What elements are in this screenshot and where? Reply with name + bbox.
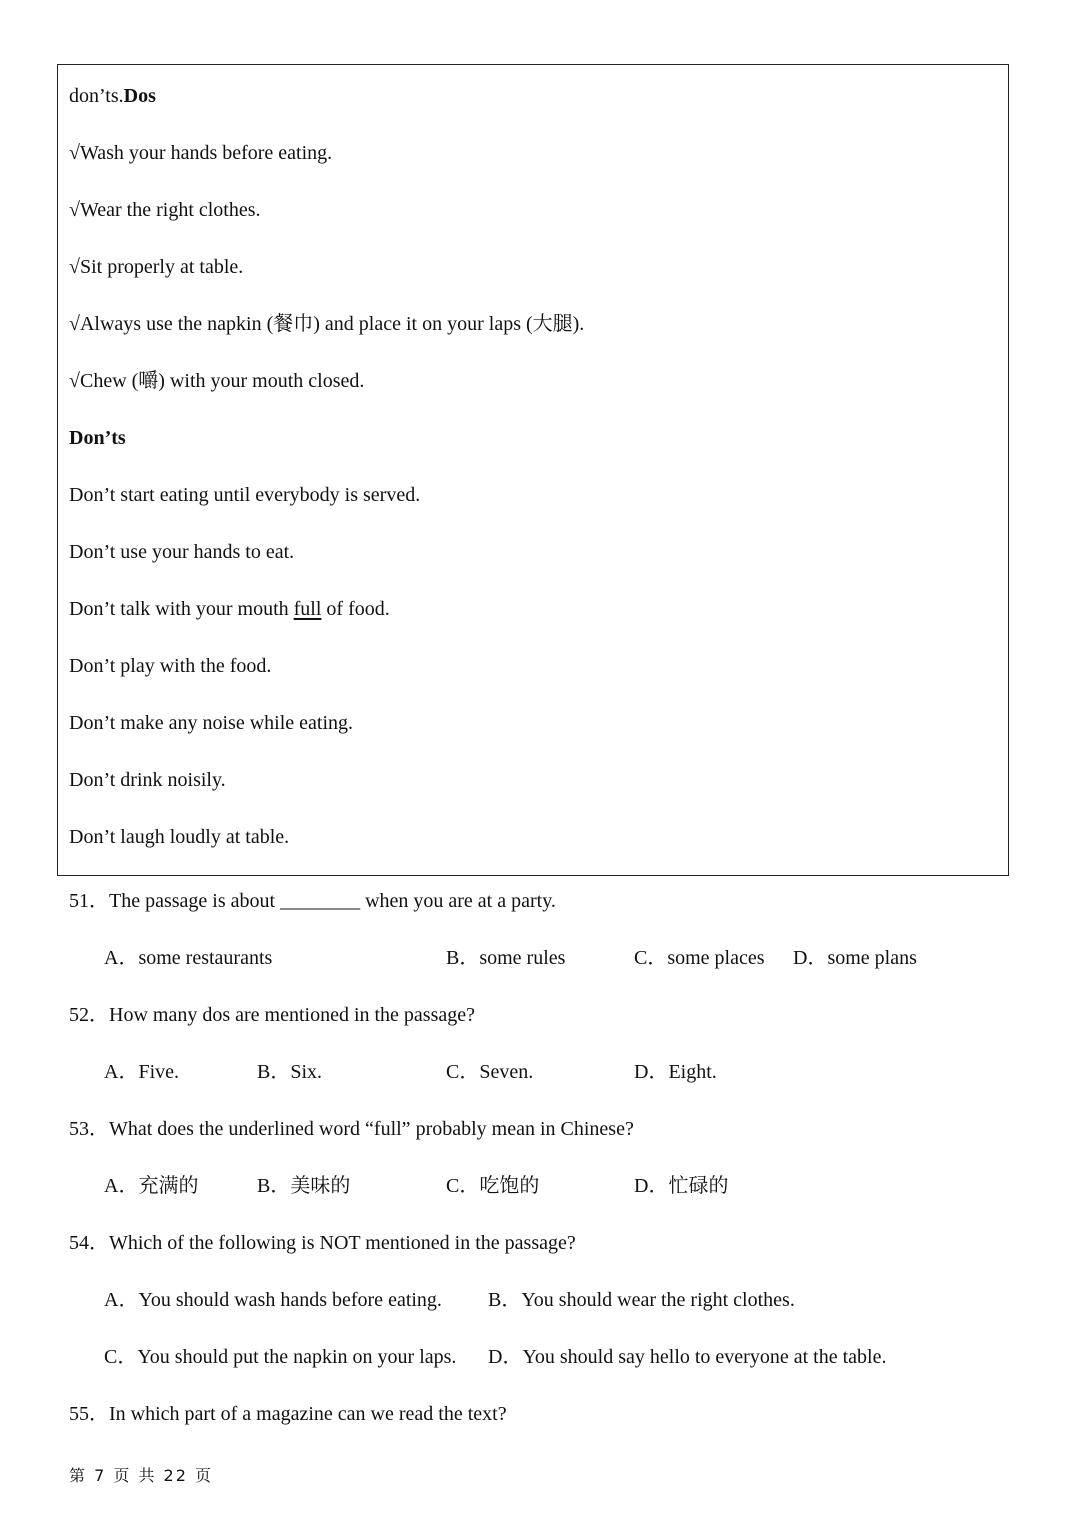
underlined-word: full xyxy=(293,598,322,620)
donts-item: Don’t play with the food. xyxy=(69,655,272,677)
q54-option-c: C．You should put the napkin on your laps. xyxy=(104,1346,457,1368)
question-55: 55．In which part of a magazine can we read the text? xyxy=(69,1403,507,1425)
question-52: 52．How many dos are mentioned in the passage? xyxy=(69,1004,476,1026)
q54-option-b: B．You should wear the right clothes. xyxy=(488,1289,795,1311)
dos-heading-line xyxy=(69,84,156,108)
question-54: 54．Which of the following is NOT mentioned in the passage? xyxy=(69,1232,576,1254)
donts-item-tail: of food. xyxy=(321,598,390,620)
question-51: 51．The passage is about ________ when you are at a party. xyxy=(69,890,556,912)
donts-item: Don’t laugh loudly at table. xyxy=(69,826,290,848)
passage-box xyxy=(57,64,1009,876)
dos-lead: don’ts. xyxy=(69,85,124,107)
q52-option-b: B．Six. xyxy=(257,1061,323,1083)
dos-item: √Sit properly at table. xyxy=(69,256,244,278)
q52-option-d: D．Eight. xyxy=(634,1061,717,1083)
dos-item: √Wash your hands before eating. xyxy=(69,142,333,164)
donts-item-underlined xyxy=(69,597,390,621)
dos-item: √Chew (嚼) with your mouth closed. xyxy=(69,370,365,392)
q51-option-a: A．some restaurants xyxy=(104,947,273,969)
q53-option-c: C．吃饱的 xyxy=(446,1175,540,1197)
q51-option-d: D．some plans xyxy=(793,947,917,969)
donts-item: Don’t drink noisily. xyxy=(69,769,226,791)
donts-item-text: Don’t talk with your mouth xyxy=(69,598,294,620)
dos-heading: Dos xyxy=(123,85,156,107)
q54-option-a: A．You should wash hands before eating. xyxy=(104,1289,442,1311)
q53-option-a: A．充满的 xyxy=(104,1175,199,1197)
question-53: 53．What does the underlined word “full” probably mean in Chinese? xyxy=(69,1118,634,1140)
q52-option-a: A．Five. xyxy=(104,1061,179,1083)
donts-item: Don’t make any noise while eating. xyxy=(69,712,354,734)
page-footer: 第 7 页 共 22 页 xyxy=(69,1466,213,1485)
dos-item: √Always use the napkin (餐巾) and place it on your laps (大腿). xyxy=(69,313,585,335)
donts-item: Don’t use your hands to eat. xyxy=(69,541,295,563)
q52-option-c: C．Seven. xyxy=(446,1061,534,1083)
q54-option-d: D．You should say hello to everyone at the table. xyxy=(488,1346,887,1368)
donts-heading: Don’ts xyxy=(69,427,126,449)
dos-item: √Wear the right clothes. xyxy=(69,199,261,221)
q51-option-c: C．some places xyxy=(634,947,765,969)
q51-option-b: B．some rules xyxy=(446,947,566,969)
q53-option-b: B．美味的 xyxy=(257,1175,351,1197)
donts-item: Don’t start eating until everybody is served. xyxy=(69,484,421,506)
q53-option-d: D．忙碌的 xyxy=(634,1175,729,1197)
